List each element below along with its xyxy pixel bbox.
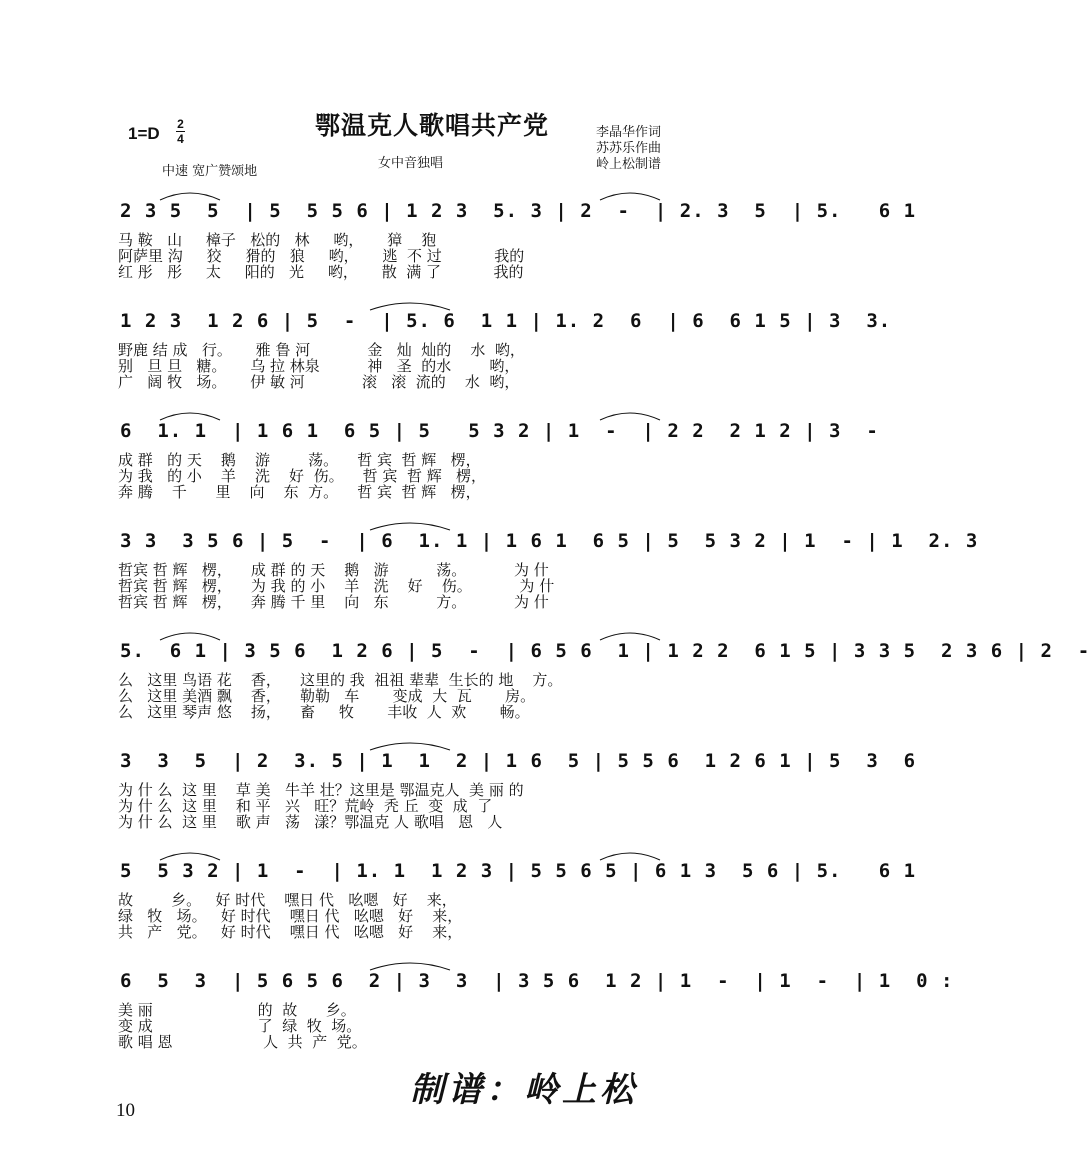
credits xyxy=(596,125,661,173)
composer: 苏苏乐作曲 xyxy=(596,141,662,156)
jianpu-notes: 6 1. 1 | 1 6 1 6 5 | 5 5 3 2 | 1 - | 2 2 2 1 2 | 3 - xyxy=(120,420,879,442)
lyric-verse-2: 哲宾 哲 辉 楞， 为 我 的 小 羊 洗 好 伤。 为 什 xyxy=(118,577,555,595)
lyrics-block xyxy=(118,1002,758,1050)
slur-marks xyxy=(120,846,750,862)
engraver: 岭上松制谱 xyxy=(596,157,662,172)
slur-arc xyxy=(160,633,220,640)
notation-line xyxy=(120,736,917,776)
jianpu-notes: 5. 6 1 | 3 5 6 1 2 6 | 5 - | 6 5 6 1 | 1 2 2 6 1 5 | 3 3 5 2 3 6 | 2 - xyxy=(120,640,1090,662)
lyric-verse-3: 广 阔 牧 场。 伊 敏 河 滚 滚 流的 水 哟， xyxy=(118,373,520,391)
tempo-marking: 中速 宽广赞颂地 xyxy=(162,164,258,179)
jianpu-notes: 3 3 3 5 6 | 5 - | 6 1. 1 | 1 6 1 6 5 | 5 5 3 2 | 1 - | 1 2. 3 xyxy=(120,530,979,552)
key-signature: 1=D xyxy=(128,124,160,143)
time-signature-top: 2 xyxy=(177,117,184,131)
lyric-verse-3: 么 这里 琴声 悠 扬， 畜 牧 丰收 人 欢 畅。 xyxy=(118,703,530,721)
lyrics-block xyxy=(118,452,758,500)
jianpu-notes: 3 3 5 | 2 3. 5 | 1 1 2 | 1 6 5 | 5 5 6 1 2 6 1 | 5 3 6 xyxy=(120,750,917,772)
lyric-verse-1: 美 丽 的 故 乡。 xyxy=(118,1001,356,1019)
lyric-verse-2: 为 什 么 这 里 和 平 兴 旺？荒岭 秃 丘 变 成 了 xyxy=(118,797,493,815)
time-signature-bottom: 4 xyxy=(177,132,184,146)
lyric-verse-2: 变 成 了 绿 牧 场。 xyxy=(118,1017,362,1035)
jianpu-notes: 5 5 3 2 | 1 - | 1. 1 1 2 3 | 5 5 6 5 | 6 1 3 5 6 | 5. 6 1 xyxy=(120,860,917,882)
lyric-verse-3: 哲宾 哲 辉 楞， 奔 腾 千 里 向 东 方。 为 什 xyxy=(118,593,549,611)
slur-arc xyxy=(370,743,450,750)
slur-arc xyxy=(600,853,660,860)
jianpu-notes: 1 2 3 1 2 6 | 5 - | 5. 6 1 1 | 1. 2 6 | 6 6 1 5 | 3 3. xyxy=(120,310,892,332)
notation-line xyxy=(120,626,1090,666)
slur-marks xyxy=(120,186,750,202)
lyric-verse-3: 奔 腾 千 里 向 东 方。 哲 宾 哲 辉 楞， xyxy=(118,483,481,501)
lyric-verse-2: 么 这里 美酒 飘 香， 勒勒 车 变成 大 瓦 房。 xyxy=(118,687,536,705)
lyric-verse-1: 哲宾 哲 辉 楞， 成 群 的 天 鹅 游 荡。 为 什 xyxy=(118,561,549,579)
slur-arc xyxy=(370,523,450,530)
slur-arc xyxy=(370,303,450,310)
slur-marks xyxy=(120,956,750,972)
page-number: 10 xyxy=(116,1100,135,1121)
lyric-verse-1: 故 乡。 好 时代 嘿日 代 吆嗯 好 来， xyxy=(118,891,457,909)
slur-arc xyxy=(600,193,660,200)
lyrics-block xyxy=(118,342,758,390)
lyric-verse-3: 为 什 么 这 里 歌 声 荡 漾？鄂温克 人 歌唱 恩 人 xyxy=(118,813,503,831)
slur-marks xyxy=(120,406,750,422)
engraver-signature: 制谱：岭上松 xyxy=(410,1070,638,1110)
notation-line xyxy=(120,296,892,336)
slur-marks xyxy=(120,296,750,312)
lyricist: 李晶华作词 xyxy=(596,125,662,140)
lyric-verse-1: 野鹿 结 成 行。 雅 鲁 河 金 灿 灿的 水 哟， xyxy=(118,341,525,359)
slur-marks xyxy=(120,626,750,642)
notation-line xyxy=(120,956,954,996)
lyric-verse-2: 阿萨里 沟 狡 猾的 狼 哟， 逃 不 过 我的 xyxy=(118,247,525,265)
lyric-verse-2: 绿 牧 场。 好 时代 嘿日 代 吆嗯 好 来， xyxy=(118,907,463,925)
lyric-verse-3: 歌 唱 恩 人 共 产 党。 xyxy=(118,1033,367,1051)
lyric-verse-3: 红 彤 彤 太 阳的 光 哟， 散 满 了 我的 xyxy=(118,263,524,281)
lyrics-block xyxy=(118,672,758,720)
song-title: 鄂温克人歌唱共产党 xyxy=(314,111,549,140)
slur-arc xyxy=(600,633,660,640)
lyrics-block xyxy=(118,232,758,280)
slur-marks xyxy=(120,736,750,752)
lyric-verse-2: 为 我 的 小 羊 洗 好 伤。 哲 宾 哲 辉 楞， xyxy=(118,467,487,485)
slur-arc xyxy=(370,963,450,970)
lyrics-block xyxy=(118,782,758,830)
lyric-verse-1: 成 群 的 天 鹅 游 荡。 哲 宾 哲 辉 楞， xyxy=(118,451,481,469)
notation-line xyxy=(120,406,879,446)
slur-arc xyxy=(160,413,220,420)
lyric-verse-1: 么 这里 鸟语 花 香， 这里的 我 祖祖 辈辈 生长的 地 方。 xyxy=(118,671,563,689)
lyric-verse-1: 马 鞍 山 樟子 松的 林 哟， 獐 狍 xyxy=(118,231,437,249)
notation-line xyxy=(120,516,979,556)
slur-marks xyxy=(120,516,750,532)
lyric-verse-3: 共 产 党。 好 时代 嘿日 代 吆嗯 好 来， xyxy=(118,923,463,941)
jianpu-notes: 2 3 5 5 | 5 5 5 6 | 1 2 3 5. 3 | 2 - | 2. 3 5 | 5. 6 1 xyxy=(120,200,917,222)
lyrics-block xyxy=(118,562,758,610)
lyrics-block xyxy=(118,892,758,940)
notation-line xyxy=(120,846,917,886)
lyric-verse-1: 为 什 么 这 里 草 美 牛羊 壮？这里是 鄂温克人 美 丽 的 xyxy=(118,781,524,799)
voice-type: 女中音独唱 xyxy=(378,156,444,171)
slur-arc xyxy=(600,413,660,420)
jianpu-notes: 6 5 3 | 5 6 5 6 2 | 3 3 | 3 5 6 1 2 | 1 - | 1 - | 1 0 : xyxy=(120,970,954,992)
slur-arc xyxy=(160,193,220,200)
slur-arc xyxy=(160,853,220,860)
lyric-verse-2: 别 旦 旦 糖。 乌 拉 林泉 神 圣 的水 哟， xyxy=(118,357,520,375)
notation-line xyxy=(120,186,917,226)
